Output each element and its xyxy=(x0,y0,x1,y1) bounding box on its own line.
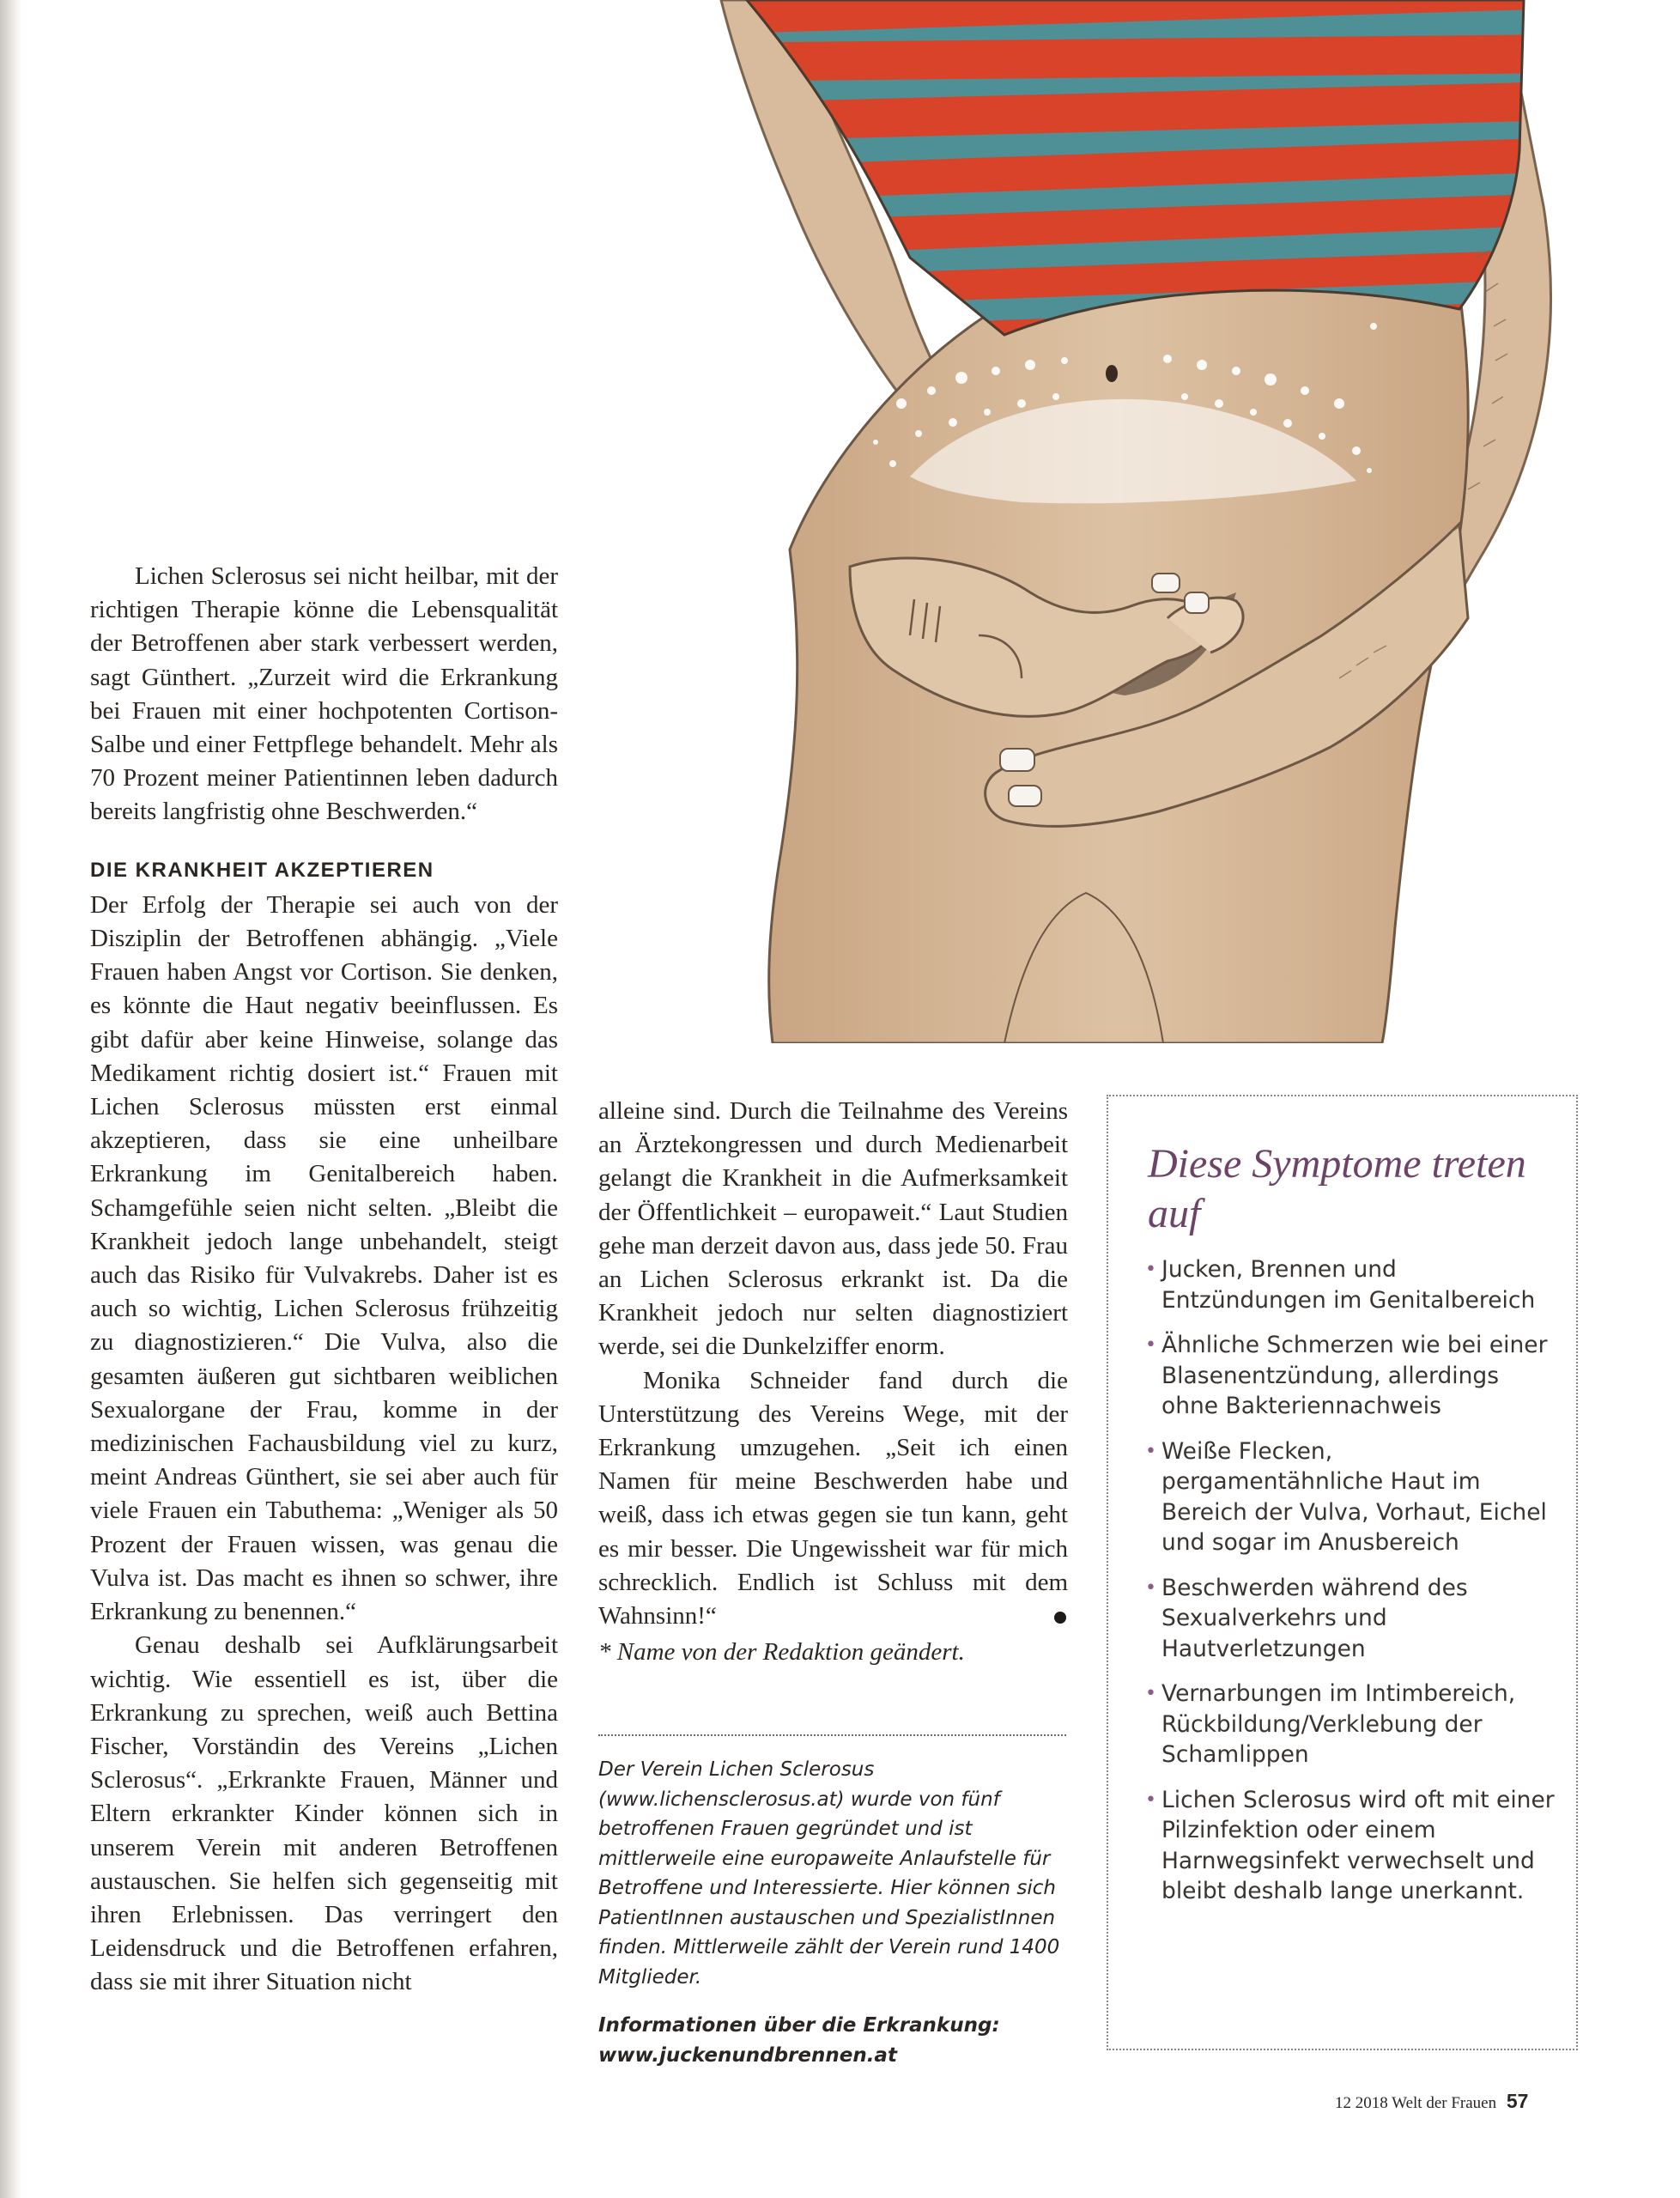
article-column-middle xyxy=(598,1095,1068,1669)
symptoms-box xyxy=(1107,1095,1578,2050)
symptom-item: • Weiße Flecken, pergamentähnliche Haut im Bereich der Vulva, Vorhaut, Eichel und sogar im Anusbereich xyxy=(1144,1436,1556,1558)
association-info-text: Der Verein Lichen Sclerosus (www.lichensclerosus.at) wurde von fünf betroffenen Frauen gegründet und ist mittlerweile eine europaweite Anlaufstelle für Betroffene und Interessierte. Hier können sich PatientInnen austauschen und SpezialistInnen finden. Mittlerweile zählt der Verein rund 1400 Mitglieder. xyxy=(598,1758,1060,1989)
torso-illustration xyxy=(618,0,1631,1043)
article-paragraph-last xyxy=(598,1364,1068,1634)
info-url: www.juckenundbrennen.at xyxy=(598,2043,897,2067)
info-label: Informationen über die Erkrankung: xyxy=(598,2014,1000,2037)
symptom-item: • Ähnliche Schmerzen wie bei einer Blasenentzündung, allerdings ohne Bakteriennachweis xyxy=(1144,1330,1556,1422)
section-subheading: DIE KRANKHEIT AKZEPTIEREN xyxy=(90,858,434,882)
article-paragraph: Der Erfolg der Therapie sei auch von der Disziplin der Betroffenen abhängig. „Viele Frauen haben Angst vor Cortison. Sie denken, es könnte die Haut negativ beeinflussen. Es gibt dafür aber keine Hinweise, solange das Medikament richtig dosiert ist.“ Frauen mit Lichen Sclerosus müssten erst einmal akzeptieren, dass sie eine unheilbare Erkrankung im Genitalbereich haben. Schamgefühle seien nicht selten. „Bleibt die Krankheit jedoch lange unbehandelt, steigt auch das Risiko für Vulvakrebs. Daher ist es auch so wichtig, Lichen Sclerosus frühzeitig zu diagnostizieren.“ Die Vulva, also die gesamten äußeren gut sichtbaren weiblichen Sexualorgane der Frau, komme in der medizinischen Fachausbildung viel zu kurz, meint Andreas Günthert, sie sei aber auch für viele Frauen ein Tabuthema: „Weniger als 50 Prozent der Frauen wissen, was genau die Vulva ist. Das macht es ihnen so schwer, ihre Erkrankung zu benennen.“ xyxy=(90,890,558,1626)
page-number: 57 xyxy=(1506,2090,1529,2112)
article-paragraph: Lichen Sclerosus sei nicht heilbar, mit der richtigen Therapie könne die Lebensqualität der Betroffenen aber stark verbessert werden, sagt Günthert. „Zurzeit wird die Erkrankung bei Frauen mit einer hochpotenten Cortison-Salbe und einer Fettpflege behandelt. Mehr als 70 Prozent meiner Patientinnen leben dadurch bereits langfristig ohne Beschwerden.“ xyxy=(90,562,558,826)
symptoms-title: Diese Symptome treten auf xyxy=(1148,1141,1526,1236)
article-column-left xyxy=(90,560,558,2000)
symptom-item: • Vernarbungen im Intimbereich, Rückbildung/Verklebung der Schamlippen xyxy=(1144,1679,1556,1770)
end-mark-dot xyxy=(1054,1612,1066,1624)
page-footer xyxy=(1335,2090,1528,2113)
symptoms-list xyxy=(1144,1254,1556,1922)
symptom-item: • Jucken, Brennen und Entzündungen im Genitalbereich xyxy=(1144,1254,1556,1315)
issue-date: 12 2018 xyxy=(1335,2094,1388,2112)
dotted-divider xyxy=(598,1734,1066,1736)
magazine-name: Welt der Frauen xyxy=(1392,2094,1497,2112)
article-paragraph: alleine sind. Durch die Teilnahme des Vereins an Ärztekongressen und durch Medienarbeit gelangt die Krankheit in die Aufmerksamkeit der Öffentlichkeit – europaweit.“ Laut Studien gehe man derzeit davon aus, dass jede 50. Frau an Lichen Sclerosus erkrankt ist. Da die Krankheit jedoch nur selten diagnostiziert werde, sei die Dunkelziffer enorm. xyxy=(598,1097,1068,1361)
symptom-item: • Lichen Sclerosus wird oft mit einer Pilzinfektion oder einem Harnwegsinfekt verwechselt und bleibt deshalb lange unerkannt. xyxy=(1144,1785,1556,1907)
symptom-item: • Beschwerden während des Sexualverkehrs und Hautverletzungen xyxy=(1144,1573,1556,1665)
article-paragraph-text: Monika Schneider fand durch die Unterstützung des Vereins Wege, mit der Erkrankung umzugehen. „Seit ich einen Namen für meine Beschwerden habe und weiß, dass ich etwas gegen sie tun kann, geht es mir besser. Die Ungewissheit war für mich schrecklich. Endlich ist Schluss mit dem Wahnsinn!“ xyxy=(598,1366,1068,1630)
article-paragraph: Genau deshalb sei Aufklärungsarbeit wichtig. Wie essentiell es ist, über die Erkrankung zu sprechen, weiß auch Bettina Fischer, Vorständin des Vereins „Lichen Sclerosus“. „Erkrankte Frauen, Männer und Eltern erkrankter Kinder können sich in unserem Verein mit anderen Betroffenen austauschen. Sie helfen sich gegenseitig mit ihren Erlebnissen. Das verringert den Leidensdruck und die Betroffenen erfahren, dass sie mit ihrer Situation nicht xyxy=(90,1631,558,1996)
association-info-box xyxy=(598,1755,1069,2070)
page-binding-shadow xyxy=(0,0,22,2198)
editor-footnote: * Name von der Redaktion geändert. xyxy=(598,1638,965,1667)
